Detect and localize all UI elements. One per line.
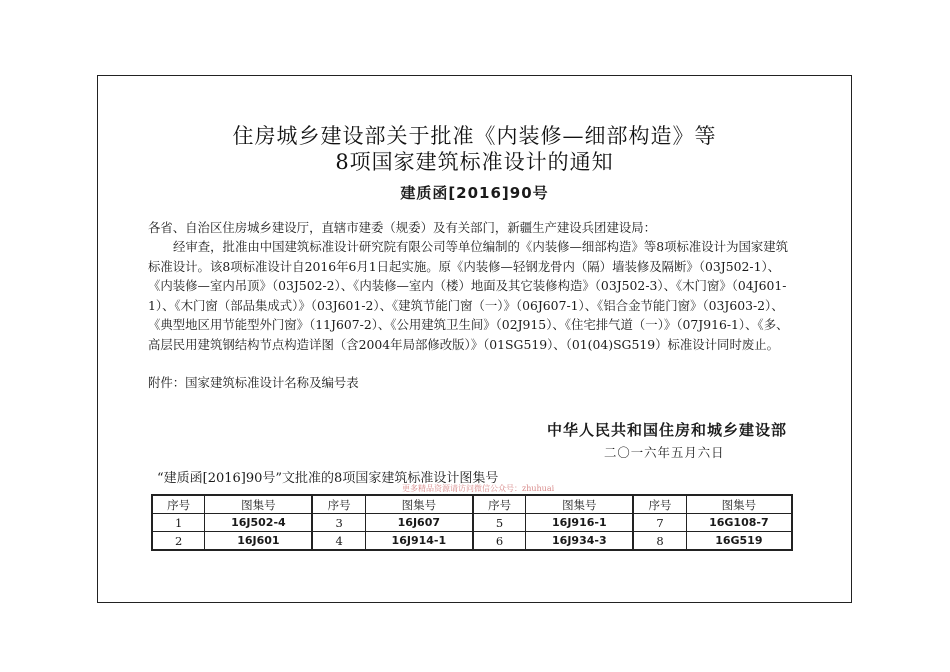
header-seq: 序号: [473, 495, 526, 514]
table-caption: “建质函[2016]90号”文批准的8项国家建筑标准设计图集号: [157, 471, 499, 486]
catalog-table: [151, 494, 793, 551]
header-code: 图集号: [365, 495, 473, 514]
header-code: 图集号: [526, 495, 634, 514]
code-cell: 16J601: [205, 532, 313, 551]
attachment-line: 附件：国家建筑标准设计名称及编号表: [148, 375, 359, 390]
code-cell: 16J607: [365, 514, 473, 532]
header-code: 图集号: [205, 495, 313, 514]
table-row: [152, 532, 792, 551]
code-cell: 16G108-7: [686, 514, 792, 532]
seq-cell: 1: [152, 514, 205, 532]
notice-title-line2: 8项国家建筑标准设计的通知: [335, 150, 614, 174]
seq-cell: 5: [473, 514, 526, 532]
main-paragraph-text: 经审查，批准由中国建筑标准设计研究院有限公司等单位编制的《内装修—细部构造》等8项标准设计为国家建筑标准设计。该8项标准设计自2016年6月1日起实施。原《内装修—轻钢龙骨内（隔）墙装修及隔断》（03J502-1）、《内装修—室内吊顶》（03J502-2）、《内装修—室内（楼）地面及其它装修构造》（03J502-3）、《木门窗》（04J601-1）、《木门窗（部品集成式）》（03J601-2）、《建筑节能门窗（一）》（06J607-1）、《铝合金节能门窗》（03J603-2）、《典型地区用节能型外门窗》（11J607-2）、《公用建筑卫生间》（02J915）、《住宅排气道（一）》（07J916-1）、《多、高层民用建筑钢结构节点构造详图（含2004年局部修改版）》（01SG519）、（01(04)SG519）标准设计同时废止。: [148, 239, 789, 352]
seq-cell: 2: [152, 532, 205, 551]
seq-cell: 8: [633, 532, 686, 551]
code-cell: 16J502-4: [205, 514, 313, 532]
header-seq: 序号: [152, 495, 205, 514]
document-frame: [97, 75, 852, 603]
table-row: [152, 514, 792, 532]
seq-cell: 4: [312, 532, 365, 551]
seq-cell: 7: [633, 514, 686, 532]
watermark-text: 更多精品资源请访问微信公众号：zhuhuai: [402, 484, 555, 493]
code-cell: 16G519: [686, 532, 792, 551]
code-cell: 16J914-1: [365, 532, 473, 551]
notice-title-line1: 住房城乡建设部关于批准《内装修—细部构造》等: [232, 124, 717, 148]
main-paragraph: [148, 237, 798, 355]
seq-cell: 3: [312, 514, 365, 532]
address-line: 各省、自治区住房城乡建设厅，直辖市建委（规委）及有关部门，新疆生产建设兵团建设局：: [148, 220, 657, 235]
issue-date: 二〇一六年五月六日: [604, 445, 725, 460]
issuer-name: 中华人民共和国住房和城乡建设部: [546, 421, 787, 439]
header-seq: 序号: [633, 495, 686, 514]
header-code: 图集号: [686, 495, 792, 514]
table-header-row: [152, 495, 792, 514]
document-number: 建质函[2016]90号: [400, 184, 549, 202]
code-cell: 16J934-3: [526, 532, 634, 551]
header-seq: 序号: [312, 495, 365, 514]
code-cell: 16J916-1: [526, 514, 634, 532]
seq-cell: 6: [473, 532, 526, 551]
